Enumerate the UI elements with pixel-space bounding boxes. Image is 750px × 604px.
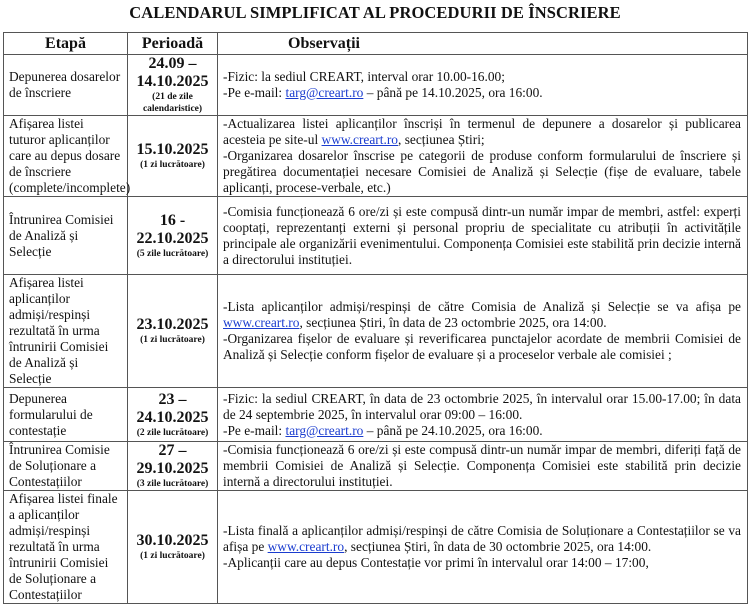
table-row <box>4 55 748 116</box>
observation-text: -Comisia funcționează 6 ore/zi și este compusă dintr-un număr impar de membri, astfel: experți cooptați, reprezentanți externi și personal propriu de specialitate cu atribuții în activitățile principale ale organizării evenimentului. Componența Comisiei este stabilită prin decizie internă a directorului instituției. <box>223 203 741 267</box>
page-title: CALENDARUL SIMPLIFICAT AL PROCEDURII DE ÎNSCRIERE <box>129 3 621 22</box>
header-observatii: Observații <box>218 33 748 55</box>
period-note: (5 zile lucrătoare) <box>136 248 209 259</box>
calendar-table <box>3 32 748 604</box>
observation-text: -Comisia funcționează 6 ore/zi și este compusă dintr-un număr impar de membri, diferiți față de membrii Comisiei de Analiză și Selecție. Componența Comisiei este stabilită prin decizie internă a directorului instituției. <box>223 442 741 489</box>
observation-line <box>223 85 741 101</box>
observation-line <box>223 442 741 490</box>
observation-line <box>223 69 741 85</box>
period-note: (1 zi lucrătoare) <box>140 551 205 561</box>
observation-line <box>223 555 741 571</box>
observation-text: -Organizarea dosarelor înscrise pe categorii de produse conform formularului de înscriere și pregătirea documentației necesare Comisiei de Analiză și Selecție (fișe de evaluare, tabele aplicanți, procese-verbale, etc.) <box>223 148 741 195</box>
observation-text: -Fizic: la sediul CREART, interval orar 10.00-16.00; <box>223 69 505 84</box>
table-row <box>4 197 748 275</box>
observation-text: – până pe 24.10.2025, ora 16:00. <box>363 422 543 438</box>
link[interactable]: targ@creart.ro <box>285 85 364 100</box>
period-cell <box>128 197 218 275</box>
observation-text: , secțiunea Știri; <box>398 132 485 147</box>
table-row <box>4 388 748 442</box>
observation-text: – până pe 14.10.2025, ora 16:00. <box>363 85 543 100</box>
link[interactable]: www.creart.ro <box>321 132 398 147</box>
period-date: 15.10.2025 <box>136 141 209 158</box>
observation-line <box>223 331 741 363</box>
observations-cell <box>218 442 748 491</box>
observations-cell <box>218 55 748 116</box>
header-perioada: Perioadă <box>128 33 218 55</box>
observations-cell <box>218 388 748 442</box>
link[interactable]: www.creart.ro <box>223 315 300 330</box>
link[interactable]: targ@creart.ro <box>285 422 364 438</box>
observation-line <box>223 148 741 196</box>
observation-text: -Fizic: la sediul CREART, în data de 23 octombrie 2025, în intervalul orar 15.00-17.00; în data de 24 septembrie 2025, în intervalul orar 09:00 – 16:00. <box>223 390 741 422</box>
observation-text: -Actualizarea listei aplicanților înscriși în termenul de depunere a dosarelor și publicarea acesteia pe site-ul <box>223 116 741 147</box>
period-note: (3 zile lucrătoare) <box>136 479 209 489</box>
period-date: 24.09 – 14.10.2025 <box>136 55 209 90</box>
observation-text: -Aplicanții care au depus Contestație vor primi în intervalul orar 14:00 – 17:00, <box>223 555 649 570</box>
table-row <box>4 442 748 491</box>
stage-cell: Depunerea formularului de contestație <box>4 388 128 442</box>
table-row <box>4 116 748 197</box>
observation-line <box>223 204 741 268</box>
table-row <box>4 491 748 604</box>
stage-cell: Afișarea listei tuturor aplicanților care au depus dosare de înscriere (complete/incomplete) <box>4 116 128 197</box>
stage-cell: Afișarea listei finale a aplicanților admiși/respinși rezultată în urma întrunirii Comisiei de Soluționare a Contestațiilor <box>4 491 128 604</box>
link[interactable]: www.creart.ro <box>267 539 345 554</box>
table-header-row <box>4 33 748 55</box>
period-cell <box>128 55 218 116</box>
observation-text: -Organizarea fișelor de evaluare și reverificarea punctajelor acordate de membrii Comisiei de Analiză și Selecție conform fișelor de evaluare și a proceselor verbale ale comisiei ; <box>223 331 741 362</box>
table-row <box>4 275 748 388</box>
observation-text: -Pe e-mail: <box>223 422 286 438</box>
stage-cell: Afișarea listei aplicanților admiși/respinși rezultată în urma întrunirii Comisiei de Analiză și Selecție <box>4 275 128 388</box>
observations-cell <box>218 197 748 275</box>
period-note: (1 zi lucrătoare) <box>140 335 205 345</box>
period-cell <box>128 116 218 197</box>
period-note: (2 zile lucrătoare) <box>136 427 209 438</box>
observation-text: , secțiunea Știri, în data de 23 octombrie 2025, ora 14:00. <box>299 315 607 330</box>
stage-cell: Depunerea dosarelor de înscriere <box>4 55 128 116</box>
observation-text: -Lista finală a aplicanților admiși/respinși de către Comisia de Soluționare a Contestațiilor se va afișa pe <box>223 523 741 554</box>
observation-line <box>223 391 741 423</box>
observation-line <box>223 299 741 331</box>
period-cell <box>128 442 218 491</box>
observation-line <box>223 523 741 555</box>
observations-cell <box>218 275 748 388</box>
stage-cell: Întrunirea Comisie de Soluționare a Contestațiilor <box>4 442 128 491</box>
period-date: 30.10.2025 <box>136 532 209 549</box>
period-date: 23.10.2025 <box>136 316 209 333</box>
period-date: 27 – 29.10.2025 <box>136 442 209 477</box>
header-etapa: Etapă <box>4 33 128 55</box>
observation-text: , secțiunea Știri, în data de 30 octombrie 2025, ora 14:00. <box>344 539 652 554</box>
period-date: 23 – 24.10.2025 <box>136 390 209 426</box>
observation-text: -Lista aplicanților admiși/respinși de către Comisia de Analiză și Selecție se va afișa pe <box>223 299 741 314</box>
period-cell <box>128 275 218 388</box>
observations-cell <box>218 491 748 604</box>
period-cell <box>128 491 218 604</box>
observation-text: -Pe e-mail: <box>223 85 286 100</box>
period-cell <box>128 388 218 442</box>
observations-cell <box>218 116 748 197</box>
observation-line <box>223 116 741 148</box>
period-date: 16 - 22.10.2025 <box>136 211 209 247</box>
period-note: (21 de zile calendaristice) <box>142 92 203 114</box>
observation-line <box>223 423 741 439</box>
period-note: (1 zi lucrătoare) <box>140 160 205 170</box>
stage-cell: Întrunirea Comisiei de Analiză și Selecție <box>4 197 128 275</box>
